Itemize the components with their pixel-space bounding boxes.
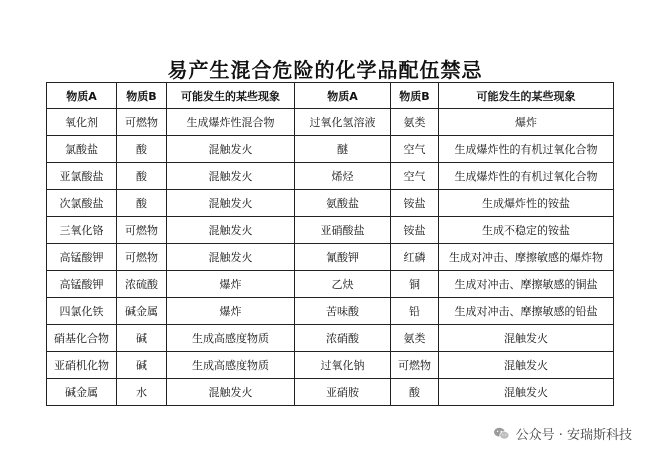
- incompatibility-table: [46, 82, 614, 406]
- table-row: [47, 298, 614, 325]
- cell-phenomenon-2: 生成爆炸性的铵盐: [439, 190, 614, 217]
- cell-phenomenon: 混触发火: [167, 244, 295, 271]
- cell-substance-a-2: 过氧化钠: [295, 352, 391, 379]
- cell-substance-b: 可燃物: [117, 217, 167, 244]
- cell-substance-b: 酸: [117, 136, 167, 163]
- header-phenomenon: 可能发生的某些现象: [167, 83, 295, 109]
- cell-phenomenon-2: 混触发火: [439, 352, 614, 379]
- table-row: [47, 325, 614, 352]
- table-body: [47, 109, 614, 406]
- header-substance-a: 物质A: [47, 83, 117, 109]
- cell-phenomenon-2: 混触发火: [439, 325, 614, 352]
- cell-phenomenon: 爆炸: [167, 298, 295, 325]
- cell-phenomenon-2: 生成对冲击、摩擦敏感的铅盐: [439, 298, 614, 325]
- cell-substance-a: 高锰酸钾: [47, 244, 117, 271]
- cell-substance-b-2: 氨类: [391, 109, 439, 136]
- cell-phenomenon-2: 生成对冲击、摩擦敏感的爆炸物: [439, 244, 614, 271]
- cell-substance-a: 高锰酸钾: [47, 271, 117, 298]
- cell-substance-a-2: 亚硝酸盐: [295, 217, 391, 244]
- cell-substance-a: 亚氯酸盐: [47, 163, 117, 190]
- cell-substance-b: 酸: [117, 163, 167, 190]
- table-header-row: [47, 83, 614, 109]
- table-row: [47, 244, 614, 271]
- cell-phenomenon: 生成高感度物质: [167, 352, 295, 379]
- cell-phenomenon: 生成高感度物质: [167, 325, 295, 352]
- wechat-icon: [493, 425, 510, 442]
- cell-substance-b: 可燃物: [117, 109, 167, 136]
- cell-substance-b: 碱: [117, 325, 167, 352]
- cell-phenomenon: 混触发火: [167, 190, 295, 217]
- cell-substance-a-2: 浓硝酸: [295, 325, 391, 352]
- header-substance-a-2: 物质A: [295, 83, 391, 109]
- cell-substance-a: 三氧化铬: [47, 217, 117, 244]
- table-row: [47, 109, 614, 136]
- header-phenomenon-2: 可能发生的某些现象: [439, 83, 614, 109]
- cell-substance-b-2: 空气: [391, 136, 439, 163]
- cell-substance-a: 氯酸盐: [47, 136, 117, 163]
- cell-phenomenon: 生成爆炸性混合物: [167, 109, 295, 136]
- cell-phenomenon: 混触发火: [167, 163, 295, 190]
- cell-substance-b: 水: [117, 379, 167, 406]
- cell-substance-a-2: 苦味酸: [295, 298, 391, 325]
- cell-substance-a-2: 醚: [295, 136, 391, 163]
- cell-substance-b-2: 酸: [391, 379, 439, 406]
- cell-substance-a-2: 乙炔: [295, 271, 391, 298]
- cell-phenomenon-2: 生成爆炸性的有机过氧化合物: [439, 163, 614, 190]
- cell-substance-b-2: 铅: [391, 298, 439, 325]
- table-row: [47, 217, 614, 244]
- cell-phenomenon: 混触发火: [167, 217, 295, 244]
- table-row: [47, 136, 614, 163]
- cell-substance-b-2: 可燃物: [391, 352, 439, 379]
- cell-substance-a: 次氯酸盐: [47, 190, 117, 217]
- table-row: [47, 190, 614, 217]
- cell-substance-b-2: 空气: [391, 163, 439, 190]
- cell-substance-a-2: 烯烃: [295, 163, 391, 190]
- cell-substance-b-2: 铵盐: [391, 217, 439, 244]
- cell-substance-b-2: 铵盐: [391, 190, 439, 217]
- cell-substance-a-2: 过氧化氢溶液: [295, 109, 391, 136]
- watermark-text: 公众号 · 安瑞斯科技: [515, 428, 632, 443]
- table-row: [47, 379, 614, 406]
- header-substance-b: 物质B: [117, 83, 167, 109]
- cell-phenomenon: 混触发火: [167, 136, 295, 163]
- header-substance-b-2: 物质B: [391, 83, 439, 109]
- cell-phenomenon-2: 生成爆炸性的有机过氧化合物: [439, 136, 614, 163]
- cell-substance-b: 碱: [117, 352, 167, 379]
- cell-phenomenon-2: 混触发火: [439, 379, 614, 406]
- cell-substance-b-2: 氨类: [391, 325, 439, 352]
- document-title: 易产生混合危险的化学品配伍禁忌: [167, 58, 483, 82]
- cell-substance-a: 氧化剂: [47, 109, 117, 136]
- cell-substance-b: 酸: [117, 190, 167, 217]
- cell-substance-a: 硝基化合物: [47, 325, 117, 352]
- cell-phenomenon: 爆炸: [167, 271, 295, 298]
- watermark: [493, 424, 632, 443]
- cell-phenomenon-2: 生成不稳定的铵盐: [439, 217, 614, 244]
- table-row: [47, 271, 614, 298]
- cell-substance-a-2: 氨酸盐: [295, 190, 391, 217]
- table-row: [47, 352, 614, 379]
- table-row: [47, 163, 614, 190]
- cell-substance-a-2: 氰酸钾: [295, 244, 391, 271]
- cell-substance-a: 四氯化铁: [47, 298, 117, 325]
- cell-substance-b: 碱金属: [117, 298, 167, 325]
- cell-substance-b: 可燃物: [117, 244, 167, 271]
- cell-phenomenon: 混触发火: [167, 379, 295, 406]
- cell-substance-a-2: 亚硝胺: [295, 379, 391, 406]
- cell-substance-b-2: 铜: [391, 271, 439, 298]
- cell-phenomenon-2: 生成对冲击、摩擦敏感的铜盐: [439, 271, 614, 298]
- cell-substance-b: 浓硫酸: [117, 271, 167, 298]
- cell-substance-a: 亚硝机化物: [47, 352, 117, 379]
- cell-substance-a: 碱金属: [47, 379, 117, 406]
- cell-phenomenon-2: 爆炸: [439, 109, 614, 136]
- cell-substance-b-2: 红磷: [391, 244, 439, 271]
